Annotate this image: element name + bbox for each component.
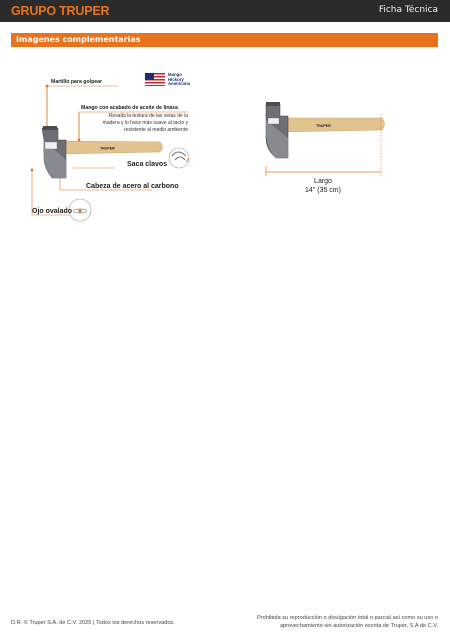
- dimension-label: Largo: [314, 178, 332, 185]
- handle-brand-text: TRUPER: [100, 146, 115, 151]
- wooden-handle: [279, 118, 385, 132]
- section-title: Imagenes complementarias: [16, 35, 141, 44]
- usa-badge-line: Americano: [168, 81, 191, 87]
- document-type: Ficha Técnica: [378, 5, 438, 15]
- dimension-value: 14" (35 cm): [305, 187, 341, 194]
- footer-copyright: D.R. © Truper S.A. de C.V. 2025 | Todos los derechos reservados.: [11, 620, 175, 626]
- label-nail-puller: Saca clavos: [127, 161, 168, 168]
- footer-notice: Prohibida su reproducción o divulgación total o parcial así como su uso o aprovechamiento sin autorización escrita de Truper, S.A de C.V.: [257, 615, 438, 629]
- label-handle: Mango con acabado de aceite de linaza: [81, 105, 178, 111]
- usa-flag-icon: [145, 73, 165, 86]
- label-eye: Ojo ovalado: [32, 208, 73, 215]
- usa-badge-text: [168, 73, 190, 87]
- hatchet-dimension-image: [266, 102, 385, 176]
- nail-puller-detail: [169, 148, 189, 168]
- label-head: Cabeza de acero al carbono: [86, 183, 179, 190]
- head-label: [45, 142, 57, 149]
- label-handle-description: Resalta la textura de las vetas de la madera y lo hace más suave al tacto y resistente al medio ambiente: [102, 113, 188, 133]
- usa-badge-line: Mango: [168, 72, 182, 77]
- label-hammer: Martillo para golpear: [51, 79, 103, 85]
- handle-brand-text: TRUPER: [316, 124, 331, 128]
- usa-badge-line: Hickory: [168, 76, 184, 82]
- brand-logo: GRUPO TRUPER: [11, 4, 110, 18]
